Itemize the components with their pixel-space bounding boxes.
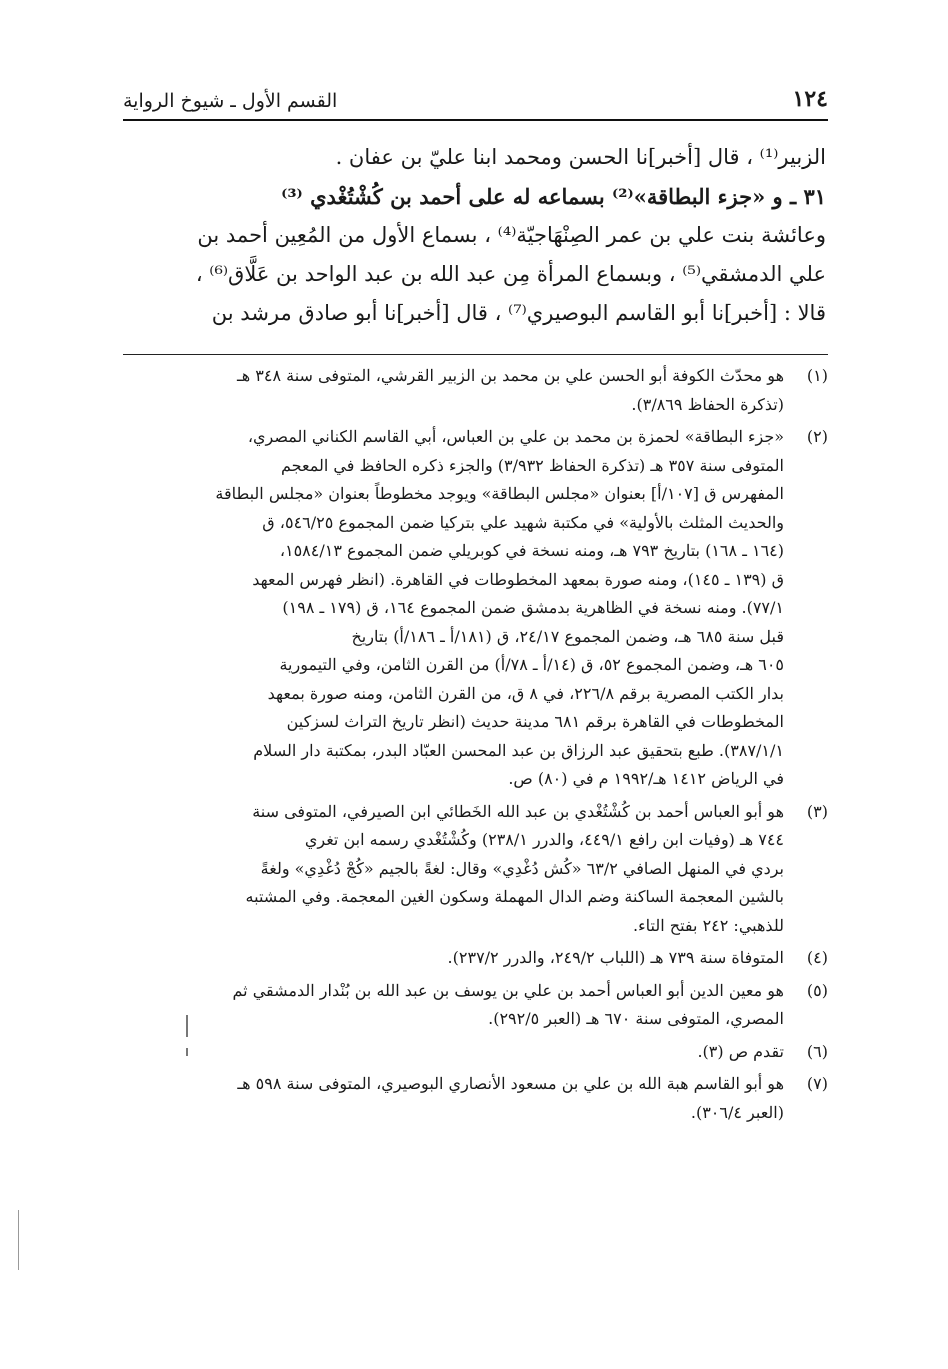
footnote-line: المفهرس ق [١٠٧/أ] بعنوان «مجلس البطاقة» ويوجد مخطوطاً بعنوان «مجلس البطاقة	[215, 484, 784, 503]
footnote-5	[123, 977, 828, 1034]
footnote-line: ق (١٣٩ ـ ١٤٥)، ومنه صورة بمعهد المخطوطات في القاهرة. (انظر فهرس المعهد	[252, 569, 784, 589]
footnote-line: بدار الكتب المصرية برقم ٢٢٦/٨، في ٨ ق، من القرن الثامن، ومنه صورة بمعهد	[267, 683, 784, 703]
footnote-4	[123, 944, 828, 973]
footnote-line: (العبر ٣٠٦/٤).	[690, 1102, 784, 1122]
header-rule	[123, 119, 828, 121]
footnote-body	[123, 362, 784, 419]
footnote-line: المصري، المتوفى سنة ٦٧٠ هـ (العبر ٢٩٢/٥).	[488, 1009, 784, 1028]
footnote-body	[123, 798, 784, 941]
main-line-entry-31: ٣١ ـ و «جزء البطاقة»⁽²⁾ بسماعه له على أحمد بن كُشْتُغْدي ⁽³⁾	[281, 184, 826, 209]
footnote-line: في الرياض ١٤١٢ هـ/١٩٩٢ م في (٨٠) ص.	[508, 769, 784, 788]
footnotes	[123, 362, 828, 1127]
main-line: الزبير⁽¹⁾ ، قال [أخبر]نا الحسن ومحمد ابنا عليّ بن عفان .	[335, 145, 826, 169]
footnote-1	[123, 362, 828, 419]
footnote-line: هو أبو العباس أحمد بن كُشْتُغْدي بن عبد الله الخَطائي ابن الصيرفي، المتوفى سنة	[252, 801, 784, 821]
footnote-line: (تذكرة الحفاظ ٣/٨٦٩).	[631, 394, 784, 414]
footnote-line: للذهبي: ٢٤٢ بفتح التاء.	[633, 915, 784, 935]
footnote-number: (٦)	[806, 1041, 828, 1061]
footnote-line: تقدم ص (٣).	[697, 1041, 784, 1061]
footnote-2	[123, 423, 828, 794]
footnote-line: المتوفى سنة ٣٥٧ هـ (تذكرة الحفاظ ٣/٩٣٢) والجزء ذكره الحافظ في المعجم	[281, 455, 784, 475]
footnote-line: هو أبو القاسم هبة الله بن علي بن مسعود الأنصاري البوصيري، المتوفى سنة ٥٩٨ هـ	[237, 1074, 784, 1093]
footnote-line: ٧٤٤ هـ (وفيات ابن رافع ٤٤٩/١، والدرر ٢٣٨/١) وكُشْتُغْدي رسمه ابن تغري	[304, 830, 784, 849]
footnote-number: (٤)	[806, 948, 828, 967]
footnote-body	[123, 423, 784, 794]
footnote-line: «جزء البطاقة» لحمزة بن محمد بن علي بن العباس، أبي القاسم الكناني المصري،	[247, 427, 784, 446]
footnote-line: ٦٠٥ هـ، وضمن المجموع ٥٢، ق (١٤/أ ـ ٧٨/أ) من القرن الثامن، وفي التيمورية	[279, 655, 784, 674]
running-title: القسم الأول ـ شيوخ الرواية	[123, 90, 338, 112]
main-line: وعائشة بنت علي بن عمر الصِنْهَاجيّة⁽⁴⁾ ، بسماع الأول من المُعِين أحمد بن	[197, 223, 826, 247]
footnote-number: (١)	[806, 366, 828, 385]
main-line: قالا : [أخبر]نا أبو القاسم البوصيري⁽⁷⁾ ، قال [أخبر]نا أبو صادق مرشد بن	[211, 301, 826, 325]
footnote-line: بالشين المعجمة الساكنة وضم الدال المهملة وسكون الغين المعجمة. وفي المشتبه	[245, 887, 784, 906]
footnote-3	[123, 798, 828, 941]
footnote-number: (٥)	[806, 980, 828, 1000]
scan-speck	[186, 1015, 188, 1037]
footnote-line: هو معين الدين أبو العباس أحمد بن علي بن يوسف بن عبد الله بن بُنْدار الدمشقي ثم	[232, 980, 784, 1000]
main-text	[126, 138, 826, 333]
footnote-body	[123, 1038, 784, 1067]
scan-speck	[186, 1048, 188, 1056]
footnote-line: المتوفاة سنة ٧٣٩ هـ (اللباب ٢٤٩/٢، والدرر ٢٣٧/٢).	[447, 948, 784, 967]
footnote-line: بردي في المنهل الصافي ٦٣/٢ «كُش دُغْدِي» وقال: لغةً بالجيم «كُجْ دُغْدِي» ولغةً	[260, 858, 784, 878]
footnote-body	[123, 977, 784, 1034]
footnote-line: والحديث المثلث بالأولية» في مكتبة شهيد علي بتركيا ضمن المجموع ٥٤٦/٢٥، ق	[262, 512, 784, 532]
page-header	[123, 70, 828, 112]
footnote-number: (٣)	[806, 801, 828, 821]
footnote-7	[123, 1070, 828, 1127]
footnote-line: قبل سنة ٦٨٥ هـ، وضمن المجموع ٢٤/١٧، ق (١٨١/أ ـ ١٨٦/أ) بتاريخ	[351, 626, 784, 646]
page-number: ١٢٤	[792, 86, 828, 112]
footnote-line: ٣٨٧/١/١). طبع بتحقيق عبد الرزاق بن عبد المحسن العبّاد البدر، بمكتبة دار السلام	[253, 740, 784, 760]
footnote-number: (٧)	[806, 1074, 828, 1093]
footnote-line: المخطوطات في القاهرة برقم ٦٨١ مدينة حديث (انظر تاريخ التراث لسزكين	[286, 712, 784, 731]
footnote-body	[123, 944, 784, 973]
footnote-line: هو محدّث الكوفة أبو الحسن علي بن محمد بن الزبير القرشي، المتوفى سنة ٣٤٨ هـ	[237, 366, 784, 385]
footnote-6	[123, 1038, 828, 1067]
footnote-line: (١٦٤ ـ ١٦٨) بتاريخ ٧٩٣ هـ، ومنه نسخة في كوبريلي ضمن المجموع ١٥٨٤/١٣،	[279, 541, 784, 560]
footnote-line: ٧٧/١). ومنه نسخة في الظاهرية بدمشق ضمن المجموع ١٦٤، ق (١٧٩ ـ ١٩٨)	[282, 598, 784, 617]
scan-margin-mark	[18, 1210, 19, 1270]
footnote-body	[123, 1070, 784, 1127]
main-line: علي الدمشقي⁽⁵⁾ ، وبسماع المرأة مِن عبد الله بن عبد الواحد بن عَلَّاق⁽⁶⁾ ،	[195, 262, 826, 286]
footnote-rule	[123, 354, 828, 355]
footnote-number: (٢)	[806, 427, 828, 446]
